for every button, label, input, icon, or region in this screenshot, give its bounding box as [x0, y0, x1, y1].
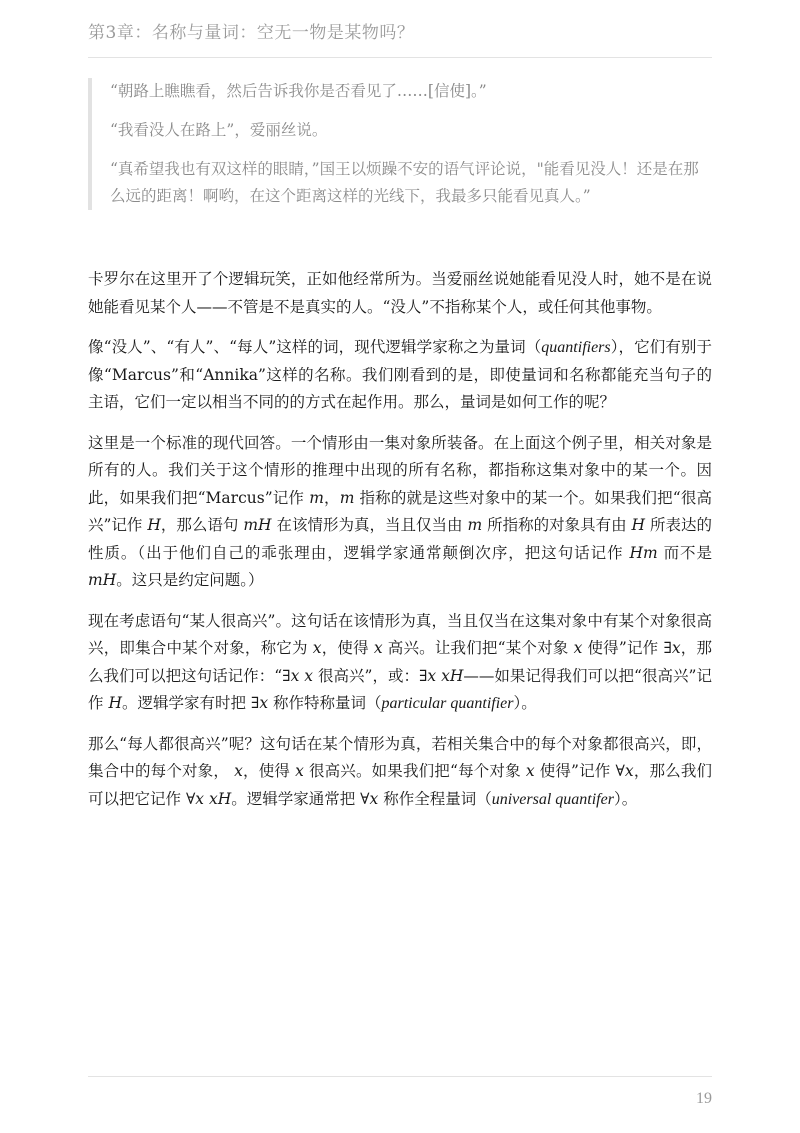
paragraph-5	[88, 731, 712, 814]
text-run: ）。	[513, 694, 537, 712]
math-symbol: x	[234, 762, 243, 780]
math-symbol: ∃x	[663, 639, 681, 657]
text-run: 现在考虑语句“某人很高兴”。这句话在该情形为真，当且仅当在这集对象中有某个对象很高兴，即集合中某个对象，称它为	[88, 611, 712, 657]
text-run: ——如果记得我们可以把“很高兴”记作	[88, 666, 712, 712]
math-symbol: x	[312, 639, 322, 657]
text-run: 。逻辑学家通常把	[231, 789, 361, 808]
text-run: 那么“每人都很高兴”呢？这句话在某个情形为真，若相关集合中的每个对象都很高兴，即，集合中的每个对象，	[88, 734, 712, 780]
paragraph-3	[88, 430, 712, 595]
math-symbol: mH	[88, 571, 117, 589]
math-symbol: ∃x x	[282, 666, 313, 685]
math-symbol: x	[525, 762, 535, 780]
quote-line: “我看没人在路上”，爱丽丝说。	[110, 121, 328, 139]
text-run: 很高兴。如果我们把“每个对象	[303, 762, 526, 780]
math-symbol: x	[295, 762, 304, 780]
text-run: 很高兴”，或：	[313, 666, 419, 685]
text-run: ，使得	[321, 639, 374, 657]
text-run: 使得”记作	[534, 762, 616, 780]
header-divider	[88, 57, 712, 58]
text-run: ）。	[613, 789, 638, 808]
math-symbol: ∀x xH	[185, 789, 232, 808]
paragraph-4	[88, 608, 712, 718]
page-number: 19	[696, 1090, 712, 1107]
math-symbol: H	[147, 516, 161, 534]
text-run: ，那么语句	[160, 516, 244, 534]
text-run: ，那么我们可以把这句话记作：“	[88, 639, 712, 685]
text-run: 这里是一个标准的现代回答。一个情形由一集对象所装备。在上面这个例子里，相关对象是所有的人。我们关于这个情形的推理中出现的所有名称，都指称这集对象中的某一个。因此，如果我们把“Marcus”记作	[88, 433, 712, 507]
blockquote	[88, 78, 712, 210]
math-symbol: Hm	[629, 543, 658, 562]
math-symbol: ∃x	[250, 694, 269, 712]
text-run: 称作全程量词（	[378, 789, 492, 808]
text-run: 在该情形为真，当且仅当由	[271, 516, 468, 534]
emphasis-term: particular quantifier	[381, 695, 514, 712]
quote-line: “真希望我也有双这样的眼睛，”国王以烦躁不安的语气评论说，"能看见没人！还是在那么远的距离！啊哟，在这个距离这样的光线下，我最多只能看见真人。”	[110, 160, 699, 205]
emphasis-term: universal quantifer	[491, 790, 614, 808]
body-text	[88, 266, 712, 826]
paragraph-2	[88, 334, 712, 417]
chapter-header: 第3章：名称与量词：空无一物是某物吗？	[88, 23, 415, 43]
text-run: ，那么我们可以把它记作	[88, 762, 712, 808]
text-run: 高兴。让我们把“某个对象	[382, 639, 574, 657]
text-run: ），它们有别于像“Marcus”和“Annika”这样的名称。我们刚看到的是，即使量词和名称都能充当句子的主语，它们一定以相当不同的的方式在起作用。那么，量词是如何工作的呢？	[88, 338, 712, 411]
math-symbol: ∀x	[615, 762, 634, 780]
text-run: 而不是	[657, 543, 712, 562]
math-symbol: x	[373, 639, 383, 657]
math-symbol: m	[467, 516, 483, 534]
text-run: ，使得	[242, 762, 296, 780]
math-symbol: m	[339, 488, 355, 507]
paragraph-1: 卡罗尔在这里开了个逻辑玩笑，正如他经常所为。当爱丽丝说她能看见没人时，她不是在说她能看见某个人——不管是不是真实的人。“没人”不指称某个人，或任何其他事物。	[88, 270, 712, 316]
text-run: 称作特称量词（	[268, 694, 382, 712]
text-run: 所指称的对象具有由	[482, 516, 632, 534]
math-symbol: H	[631, 516, 646, 534]
quote-line: “朝路上瞧瞧看，然后告诉我你是否看见了……[信使]。”	[110, 82, 487, 100]
text-run: 指称的就是这些对象中的某一个。如果我们把“很高兴”记作	[88, 488, 712, 534]
math-symbol: ∀x	[360, 789, 379, 808]
text-run: 使得”记作	[582, 639, 664, 657]
math-symbol: x	[573, 639, 583, 657]
text-run: 。逻辑学家有时把	[121, 694, 251, 712]
footer-divider	[88, 1076, 712, 1077]
math-symbol: ∃x xH	[419, 666, 464, 685]
text-run: ，	[323, 488, 340, 507]
emphasis-term: quantifiers	[541, 339, 611, 356]
math-symbol: H	[108, 694, 122, 712]
math-symbol: m	[309, 488, 324, 507]
text-run: 。这只是约定问题。）	[116, 571, 264, 589]
text-run: 像“没人”、“有人”、“每人”这样的词，现代逻辑学家称之为量词（	[88, 338, 542, 356]
text-run: 所表达的性质。（出于他们自己的乖张理由，逻辑学家通常颠倒次序，把这句话记作	[88, 516, 712, 562]
math-symbol: mH	[243, 516, 272, 534]
